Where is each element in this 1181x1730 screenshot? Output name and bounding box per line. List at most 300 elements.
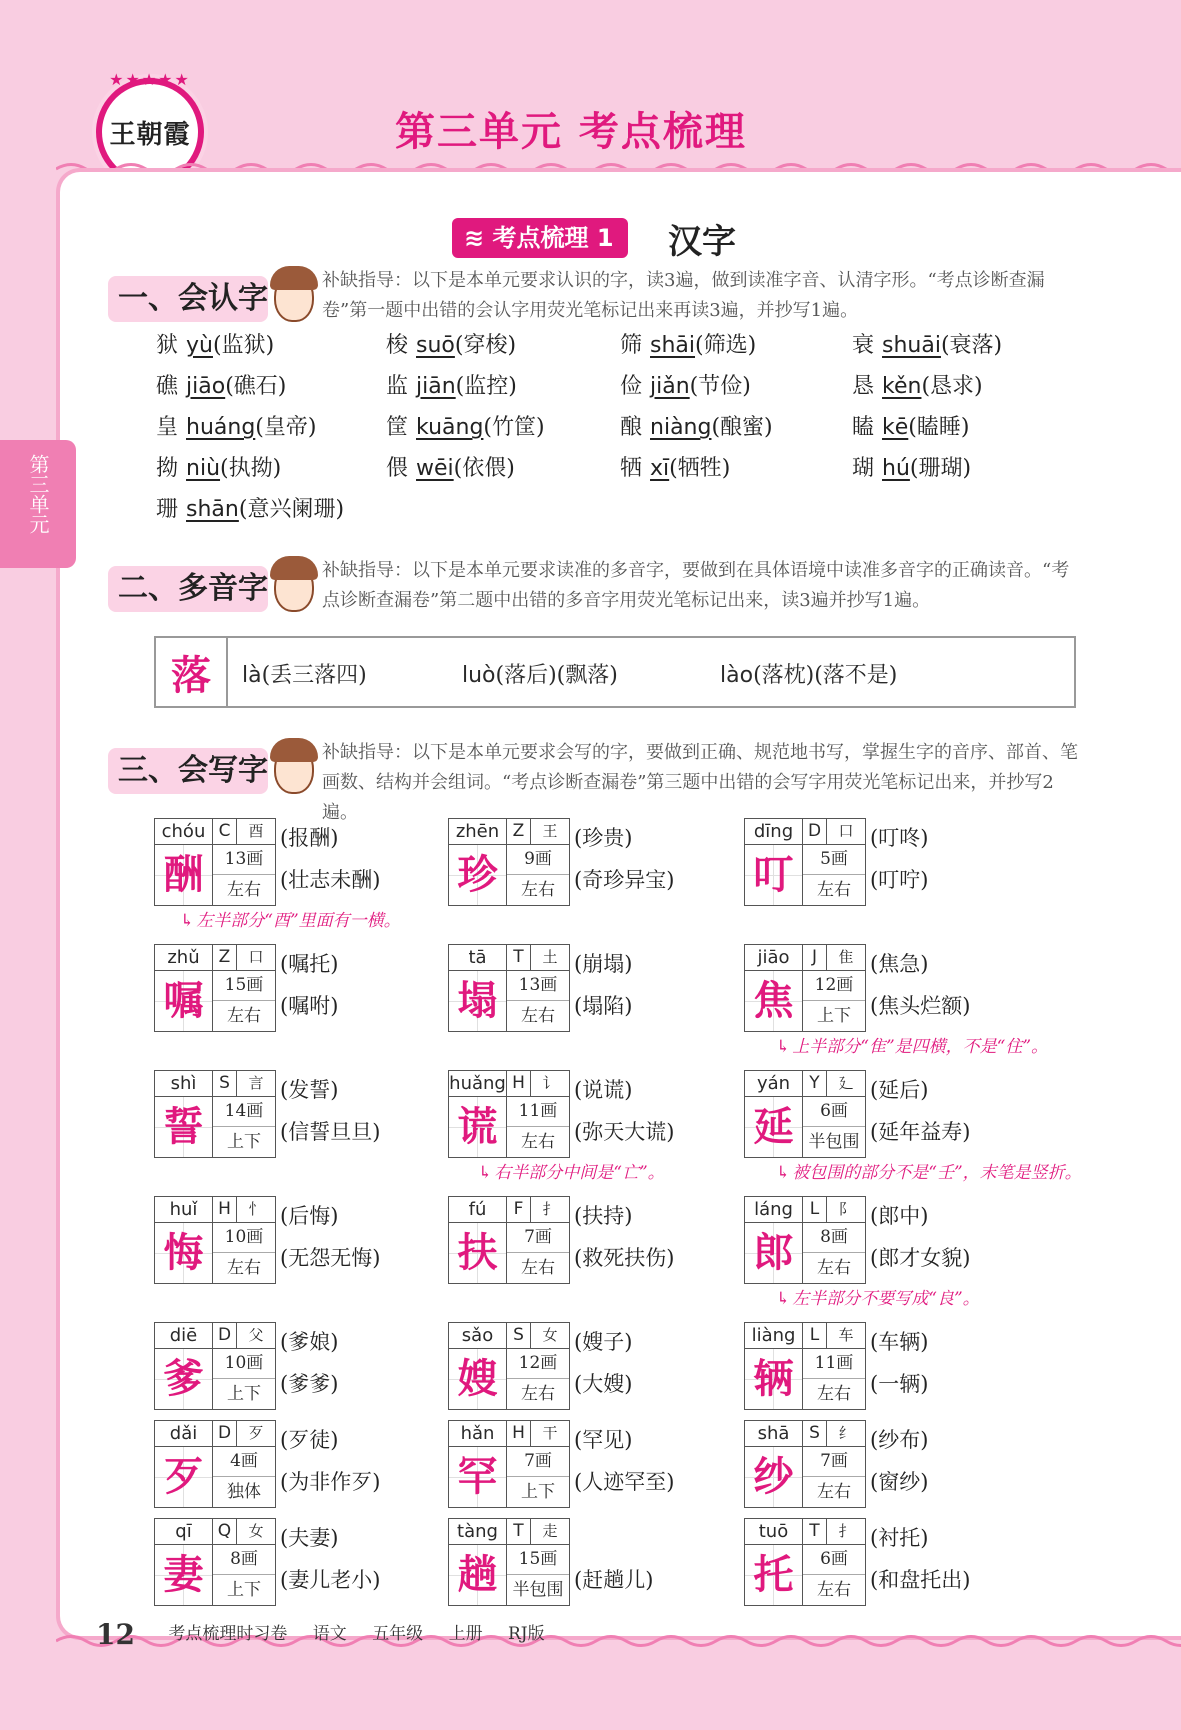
char: 牺	[620, 456, 643, 481]
writing-tip: ↳ 左半部分不要写成“良”。	[776, 1284, 980, 1309]
recognize-char-item	[852, 369, 983, 400]
radical: 女	[237, 1519, 275, 1545]
char: 瑚	[852, 456, 875, 481]
initial-letter: H	[507, 1071, 531, 1097]
write-char-card	[744, 1518, 1034, 1608]
radical: 口	[237, 945, 275, 971]
char-structure: 半包围	[512, 1580, 564, 1600]
example-word: (依偎)	[453, 456, 515, 481]
stroke-count: 11画	[507, 1097, 569, 1127]
example-word: (皇帝)	[255, 415, 317, 440]
word-1: (嘱托)	[280, 952, 339, 976]
initial-letter: L	[803, 1197, 827, 1223]
radical: 干	[531, 1421, 569, 1447]
write-char: 爹	[155, 1349, 213, 1409]
pinyin: zhēn	[449, 819, 507, 845]
char-structure: 左右	[521, 1258, 555, 1278]
write-char: 延	[745, 1097, 803, 1157]
char-structure: 左右	[521, 880, 555, 900]
cartoon-face-icon	[274, 744, 314, 794]
char-structure: 左右	[817, 1482, 851, 1502]
write-char: 叮	[745, 845, 803, 905]
stroke-count: 7画	[507, 1223, 569, 1253]
char-table	[744, 1322, 866, 1410]
initial-letter: D	[213, 1421, 237, 1447]
radical: 廴	[827, 1071, 865, 1097]
initial-letter: D	[213, 1323, 237, 1349]
word-1: (郎中)	[870, 1204, 929, 1228]
section-name: 汉字	[668, 222, 736, 262]
char-structure: 左右	[817, 1258, 851, 1278]
cartoon-face-icon	[274, 272, 314, 322]
pinyin: suō	[416, 333, 455, 358]
initial-letter: H	[507, 1421, 531, 1447]
word-2: (叮咛)	[870, 868, 929, 892]
radical: 阝	[827, 1197, 865, 1223]
pinyin: jiāo	[186, 374, 226, 399]
write-char: 嫂	[449, 1349, 507, 1409]
unit-side-tab	[0, 440, 76, 568]
part2-guide: 补缺指导：以下是本单元要求读准的多音字，要做到在具体语境中读准多音字的正确读音。“考点诊断查漏卷”第二题中出错的多音字用荧光笔标记出来，读3遍并抄写1遍。	[322, 560, 1070, 611]
word-1: (崩塌)	[574, 952, 633, 976]
polyphone-reading	[720, 658, 897, 689]
initial-letter: S	[803, 1421, 827, 1447]
write-char-card	[744, 1196, 1034, 1286]
page-number: 12	[96, 1618, 135, 1651]
word-1: (珍贵)	[574, 826, 633, 850]
stroke-count: 13画	[507, 971, 569, 1001]
write-char: 珍	[449, 845, 507, 905]
pinyin: huǐ	[155, 1197, 213, 1223]
char: 偎	[386, 456, 409, 481]
word-1: (歹徒)	[280, 1428, 339, 1452]
initial-letter: S	[213, 1071, 237, 1097]
polyphone-char: 落	[156, 638, 228, 706]
word-1: (嫂子)	[574, 1330, 633, 1354]
word-2: (窗纱)	[870, 1470, 929, 1494]
footer-subject: 语文	[312, 1624, 347, 1644]
pinyin: hǎn	[449, 1421, 507, 1447]
example-word: (竹筐)	[483, 415, 545, 440]
initial-letter: Z	[507, 819, 531, 845]
radical: 王	[531, 819, 569, 845]
recognize-char-item	[156, 451, 281, 482]
writing-tip: ↳ 上半部分“隹”是四横，不是“住”。	[776, 1032, 1048, 1057]
word-1: (后悔)	[280, 1204, 339, 1228]
char-table	[154, 818, 276, 906]
write-char-card	[448, 944, 738, 1034]
pinyin: niù	[186, 456, 221, 481]
word-2: (塌陷)	[574, 994, 633, 1018]
reading-words: (落枕)(落不是)	[753, 663, 898, 688]
word-2: (郎才女貌)	[870, 1246, 971, 1270]
initial-letter: L	[803, 1323, 827, 1349]
radical: 车	[827, 1323, 865, 1349]
write-char: 谎	[449, 1097, 507, 1157]
word-2: (和盘托出)	[870, 1568, 971, 1592]
reading-words: (落后)(飘落)	[495, 663, 618, 688]
part2-title: 二、多音字	[108, 566, 268, 612]
word-1: (延后)	[870, 1078, 929, 1102]
word-2: (赶趟儿)	[574, 1568, 654, 1592]
pinyin: shuāi	[882, 333, 941, 358]
word-1: (罕见)	[574, 1428, 633, 1452]
radical: 扌	[531, 1197, 569, 1223]
char-table	[448, 818, 570, 906]
stroke-count: 12画	[803, 971, 865, 1001]
initial-letter: C	[213, 819, 237, 845]
reading-words: (丢三落四)	[261, 663, 367, 688]
example-word: (恳求)	[921, 374, 983, 399]
word-1: (说谎)	[574, 1078, 633, 1102]
write-char: 郎	[745, 1223, 803, 1283]
initial-letter: T	[507, 945, 531, 971]
reading-pinyin: là	[242, 663, 262, 688]
char: 筛	[620, 333, 643, 358]
write-char: 罕	[449, 1447, 507, 1507]
write-char-card	[448, 1420, 738, 1510]
part1-title: 一、会认字	[108, 276, 268, 322]
write-char-card	[154, 1322, 444, 1412]
stroke-count: 15画	[507, 1545, 569, 1575]
write-char-card	[744, 944, 1034, 1034]
pinyin: niàng	[650, 415, 712, 440]
pinyin: yán	[745, 1071, 803, 1097]
pinyin: dīng	[745, 819, 803, 845]
pinyin: chóu	[155, 819, 213, 845]
example-word: (意兴阑珊)	[238, 497, 345, 522]
write-char-card	[744, 1070, 1034, 1160]
pinyin: shāi	[650, 333, 696, 358]
word-1: (衬托)	[870, 1526, 929, 1550]
radical: 歹	[237, 1421, 275, 1447]
write-char: 趟	[449, 1545, 507, 1605]
pinyin: kuāng	[416, 415, 484, 440]
cartoon-face-icon	[274, 562, 314, 612]
pinyin: dǎi	[155, 1421, 213, 1447]
char-structure: 上下	[521, 1482, 555, 1502]
write-char-card	[448, 1518, 738, 1608]
write-char: 酬	[155, 845, 213, 905]
example-word: (筛选)	[695, 333, 757, 358]
example-word: (牺牲)	[669, 456, 731, 481]
char-structure: 上下	[817, 1006, 851, 1026]
recognize-char-item	[156, 369, 286, 400]
pinyin: liàng	[745, 1323, 803, 1349]
recognize-char-item	[852, 451, 971, 482]
page-footer	[96, 1618, 565, 1651]
initial-letter: H	[213, 1197, 237, 1223]
pinyin: shān	[186, 497, 239, 522]
example-word: (酿蜜)	[711, 415, 773, 440]
word-2: (延年益寿)	[870, 1120, 971, 1144]
char: 恳	[852, 374, 875, 399]
pinyin: huáng	[186, 415, 256, 440]
char-table	[448, 1070, 570, 1158]
footer-book: 考点梳理时习卷	[168, 1624, 288, 1644]
write-char: 纱	[745, 1447, 803, 1507]
stroke-count: 6画	[803, 1097, 865, 1127]
example-word: (瞌睡)	[908, 415, 970, 440]
logo-stars: ★★★★★	[109, 70, 191, 89]
pinyin: qī	[155, 1519, 213, 1545]
char-table	[448, 1518, 570, 1606]
char-table	[154, 944, 276, 1032]
stroke-count: 10画	[213, 1223, 275, 1253]
initial-letter: F	[507, 1197, 531, 1223]
word-1: (扶持)	[574, 1204, 633, 1228]
char-table	[154, 1322, 276, 1410]
writing-tip: ↳ 被包围的部分不是“壬”，末笔是竖折。	[776, 1158, 1082, 1183]
char-table	[744, 1420, 866, 1508]
char-table	[448, 1322, 570, 1410]
write-char: 妻	[155, 1545, 213, 1605]
char: 拗	[156, 456, 179, 481]
initial-letter: T	[507, 1519, 531, 1545]
char-table	[154, 1196, 276, 1284]
word-1: (纱布)	[870, 1428, 929, 1452]
pinyin: huǎng	[449, 1071, 507, 1097]
initial-letter: Q	[213, 1519, 237, 1545]
char-table	[154, 1070, 276, 1158]
initial-letter: J	[803, 945, 827, 971]
char-structure: 左右	[521, 1384, 555, 1404]
word-1: (焦急)	[870, 952, 929, 976]
writing-tip: ↳ 右半部分中间是“亡”。	[478, 1158, 665, 1183]
recognize-char-item	[156, 328, 274, 359]
write-char-card	[154, 1518, 444, 1608]
footer-edition: RJ版	[508, 1624, 545, 1644]
write-char-card	[154, 1196, 444, 1286]
radical: 隹	[827, 945, 865, 971]
char: 皇	[156, 415, 179, 440]
char-structure: 左右	[817, 1384, 851, 1404]
word-1: (发誓)	[280, 1078, 339, 1102]
radical: 口	[827, 819, 865, 845]
pinyin: tā	[449, 945, 507, 971]
pinyin: hú	[882, 456, 910, 481]
side-tab-label: 第三单元	[26, 454, 50, 534]
word-1: (爹娘)	[280, 1330, 339, 1354]
char-table	[744, 1070, 866, 1158]
footer-grade: 五年级	[372, 1624, 424, 1644]
char-table	[448, 944, 570, 1032]
char: 监	[386, 374, 409, 399]
char-structure: 独体	[227, 1482, 261, 1502]
word-2: (信誓旦旦)	[280, 1120, 381, 1144]
char: 珊	[156, 497, 179, 522]
stroke-count: 9画	[507, 845, 569, 875]
logo-brand: 王朝霞	[109, 119, 191, 150]
char-table	[448, 1196, 570, 1284]
part1-guide: 补缺指导：以下是本单元要求认识的字，读3遍，做到读准字音、认清字形。“考点诊断查漏卷”第一题中出错的会认字用荧光笔标记出来再读3遍，并抄写1遍。	[322, 270, 1045, 321]
pinyin: sǎo	[449, 1323, 507, 1349]
char-structure: 左右	[227, 1006, 261, 1026]
char-structure: 上下	[227, 1132, 261, 1152]
example-word: (监狱)	[212, 333, 275, 358]
stroke-count: 10画	[213, 1349, 275, 1379]
write-char-card	[154, 818, 444, 908]
char-structure: 左右	[227, 1258, 261, 1278]
polyphone-box	[154, 636, 1076, 708]
radical: 父	[237, 1323, 275, 1349]
pinyin: tàng	[449, 1519, 507, 1545]
word-1: (叮咚)	[870, 826, 929, 850]
write-char: 扶	[449, 1223, 507, 1283]
stroke-count: 7画	[507, 1447, 569, 1477]
char-structure: 左右	[521, 1132, 555, 1152]
char: 筐	[386, 415, 409, 440]
char-table	[154, 1518, 276, 1606]
initial-letter: D	[803, 819, 827, 845]
pinyin: kē	[882, 415, 909, 440]
example-word: (监控)	[455, 374, 517, 399]
stroke-count: 4画	[213, 1447, 275, 1477]
recognize-char-item	[620, 410, 773, 441]
char-table	[744, 1196, 866, 1284]
pinyin: shā	[745, 1421, 803, 1447]
page-title: 第三单元 考点梳理	[395, 109, 747, 155]
write-char: 嘱	[155, 971, 213, 1031]
word-2: (一辆)	[870, 1372, 929, 1396]
reading-pinyin: lào	[720, 663, 754, 688]
stroke-count: 7画	[803, 1447, 865, 1477]
word-2: (救死扶伤)	[574, 1246, 675, 1270]
recognize-char-item	[852, 410, 969, 441]
pinyin: jiǎn	[650, 374, 690, 399]
stroke-count: 15画	[213, 971, 275, 1001]
word-1: (报酬)	[280, 826, 339, 850]
stroke-count: 5画	[803, 845, 865, 875]
section-badge: ≋ 考点梳理 1	[452, 218, 628, 258]
radical: 讠	[531, 1071, 569, 1097]
word-2: (奇珍异宝)	[574, 868, 675, 892]
word-2: (焦头烂额)	[870, 994, 971, 1018]
stroke-count: 14画	[213, 1097, 275, 1127]
char: 礁	[156, 374, 179, 399]
write-char-card	[154, 1420, 444, 1510]
char: 狱	[156, 333, 179, 358]
write-char-card	[154, 1070, 444, 1160]
pinyin: shì	[155, 1071, 213, 1097]
example-word: (衰落)	[940, 333, 1003, 358]
radical: 女	[531, 1323, 569, 1349]
pinyin: wēi	[416, 456, 454, 481]
write-char: 悔	[155, 1223, 213, 1283]
recognize-char-item	[386, 451, 515, 482]
pinyin: tuō	[745, 1519, 803, 1545]
initial-letter: S	[507, 1323, 531, 1349]
word-2: (人迹罕至)	[574, 1470, 675, 1494]
radical: 走	[531, 1519, 569, 1545]
word-1: (车辆)	[870, 1330, 929, 1354]
recognize-char-item	[156, 410, 316, 441]
initial-letter: T	[803, 1519, 827, 1545]
pinyin: xī	[650, 456, 670, 481]
polyphone-reading	[462, 658, 618, 689]
recognize-char-item	[620, 451, 730, 482]
stroke-count: 6画	[803, 1545, 865, 1575]
reading-pinyin: luò	[462, 663, 496, 688]
word-2: (嘱咐)	[280, 994, 339, 1018]
recognize-char-item	[156, 492, 344, 523]
word-2: (无怨无悔)	[280, 1246, 381, 1270]
char-structure: 左右	[817, 880, 851, 900]
recognize-char-item	[386, 328, 516, 359]
pinyin: fú	[449, 1197, 507, 1223]
char-table	[744, 1518, 866, 1606]
radical: 土	[531, 945, 569, 971]
stroke-count: 8画	[213, 1545, 275, 1575]
word-2: (为非作歹)	[280, 1470, 381, 1494]
char: 俭	[620, 374, 643, 399]
radical: 忄	[237, 1197, 275, 1223]
write-char: 誓	[155, 1097, 213, 1157]
footer-volume: 上册	[448, 1624, 483, 1644]
char-table	[154, 1420, 276, 1508]
recognize-char-item	[620, 369, 751, 400]
pinyin: zhǔ	[155, 945, 213, 971]
write-char-card	[744, 1420, 1034, 1510]
pinyin: jiāo	[745, 945, 803, 971]
char-structure: 左右	[521, 1006, 555, 1026]
char: 酿	[620, 415, 643, 440]
example-word: (执拗)	[220, 456, 282, 481]
radical: 言	[237, 1071, 275, 1097]
pinyin: kěn	[882, 374, 922, 399]
char-structure: 半包围	[808, 1132, 860, 1152]
write-char: 歹	[155, 1447, 213, 1507]
initial-letter: Z	[213, 945, 237, 971]
pinyin: láng	[745, 1197, 803, 1223]
word-2: (壮志未酬)	[280, 868, 381, 892]
polyphone-reading	[242, 658, 367, 689]
stroke-count: 12画	[507, 1349, 569, 1379]
write-char: 焦	[745, 971, 803, 1031]
radical: 纟	[827, 1421, 865, 1447]
char-structure: 左右	[817, 1580, 851, 1600]
recognize-char-item	[386, 410, 545, 441]
pinyin: diē	[155, 1323, 213, 1349]
example-word: (穿梭)	[454, 333, 517, 358]
write-char: 托	[745, 1545, 803, 1605]
write-char-card	[448, 1322, 738, 1412]
stroke-count: 11画	[803, 1349, 865, 1379]
pinyin: yù	[186, 333, 213, 358]
char-table	[448, 1420, 570, 1508]
char-structure: 上下	[227, 1580, 261, 1600]
write-char-card	[154, 944, 444, 1034]
radical: 扌	[827, 1519, 865, 1545]
word-2: (大嫂)	[574, 1372, 633, 1396]
write-char-card	[744, 818, 1034, 908]
write-char-card	[448, 818, 738, 908]
char-table	[744, 818, 866, 906]
char: 衰	[852, 333, 875, 358]
word-2: (弥天大谎)	[574, 1120, 675, 1144]
word-2: (爹爹)	[280, 1372, 339, 1396]
char-structure: 上下	[227, 1384, 261, 1404]
recognize-char-item	[620, 328, 756, 359]
write-char-card	[744, 1322, 1034, 1412]
char-table	[744, 944, 866, 1032]
stroke-count: 13画	[213, 845, 275, 875]
radical: 酉	[237, 819, 275, 845]
word-1: (夫妻)	[280, 1526, 339, 1550]
char: 梭	[386, 333, 409, 358]
example-word: (节俭)	[689, 374, 751, 399]
writing-tip: ↳ 左半部分“酉”里面有一横。	[180, 906, 401, 931]
